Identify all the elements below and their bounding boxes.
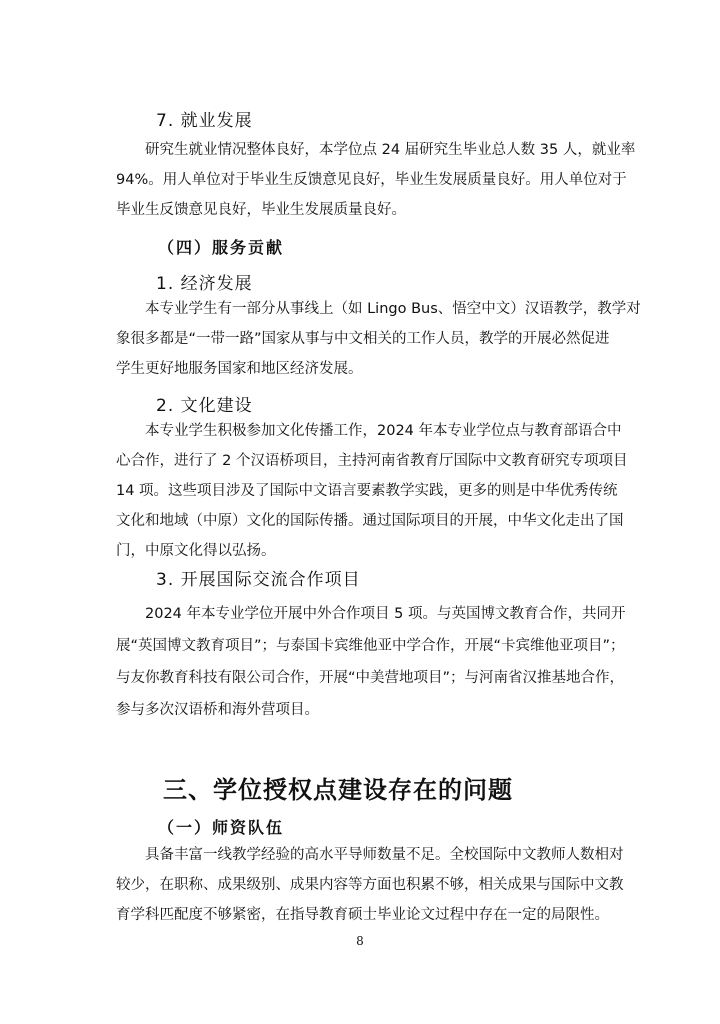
text-line: 本专业学生有一部分从事线上（如 Lingo Bus、悟空中文）汉语教学，教学对 bbox=[145, 301, 641, 317]
heading-faculty: （一）师资队伍 bbox=[158, 818, 285, 837]
text-line: 具备丰富一线教学经验的高水平导师数量不足。全校国际中文教师人数相对 bbox=[145, 847, 624, 863]
text-line: 文化和地域（中原）文化的国际传播。通过国际项目的开展，中华文化走出了国 bbox=[116, 513, 624, 529]
text-line: 与友你教育科技有限公司合作，开展“中美营地项目”；与河南省汉推基地合作， bbox=[116, 670, 625, 686]
heading-service-contribution: （四）服务贡献 bbox=[158, 238, 285, 257]
text-line: 14 项。这些项目涉及了国际中文语言要素教学实践，更多的则是中华优秀传统 bbox=[116, 483, 618, 499]
text-line: 学生更好地服务国家和地区经济发展。 bbox=[116, 361, 363, 377]
text-line: 参与多次汉语桥和海外营项目。 bbox=[116, 702, 319, 718]
heading-employment: 7. 就业发展 bbox=[156, 111, 253, 131]
text-line: 门，中原文化得以弘扬。 bbox=[116, 543, 276, 559]
text-line: 研究生就业情况整体良好，本学位点 24 届研究生毕业总人数 35 人，就业率 bbox=[145, 142, 636, 158]
text-line: 心合作，进行了 2 个汉语桥项目，主持河南省教育厅国际中文教育研究专项项目 bbox=[116, 453, 628, 469]
paragraph-employment bbox=[116, 135, 636, 225]
paragraph-culture bbox=[116, 416, 628, 566]
heading-economic: 1. 经济发展 bbox=[156, 274, 253, 294]
text-line: 展“英国博文教育项目”；与泰国卡宾维他亚中学合作，开展“卡宾维他亚项目”； bbox=[116, 638, 625, 654]
text-line: 2024 年本专业学位开展中外合作项目 5 项。与英国博文教育合作，共同开 bbox=[145, 606, 626, 622]
paragraph-exchange bbox=[116, 598, 626, 726]
paragraph-faculty bbox=[116, 840, 624, 930]
page-number: 8 bbox=[356, 934, 364, 948]
text-line: 本专业学生积极参加文化传播工作，2024 年本专业学位点与教育部语合中 bbox=[145, 423, 622, 439]
text-line: 94%。用人单位对于毕业生反馈意见良好，毕业生发展质量良好。用人单位对于 bbox=[116, 172, 627, 188]
paragraph-economic bbox=[116, 294, 641, 384]
text-line: 毕业生反馈意见良好，毕业生发展质量良好。 bbox=[116, 202, 406, 218]
text-line: 象很多都是“一带一路”国家从事与中文相关的工作人员，教学的开展必然促进 bbox=[116, 331, 610, 347]
text-line: 育学科匹配度不够紧密，在指导教育硕士毕业论文过程中存在一定的局限性。 bbox=[116, 907, 609, 923]
heading-problems: 三、学位授权点建设存在的问题 bbox=[163, 776, 513, 804]
heading-exchange: 3. 开展国际交流合作项目 bbox=[156, 570, 361, 590]
text-line: 较少，在职称、成果级别、成果内容等方面也积累不够，相关成果与国际中文教 bbox=[116, 877, 624, 893]
heading-culture: 2. 文化建设 bbox=[156, 396, 253, 416]
